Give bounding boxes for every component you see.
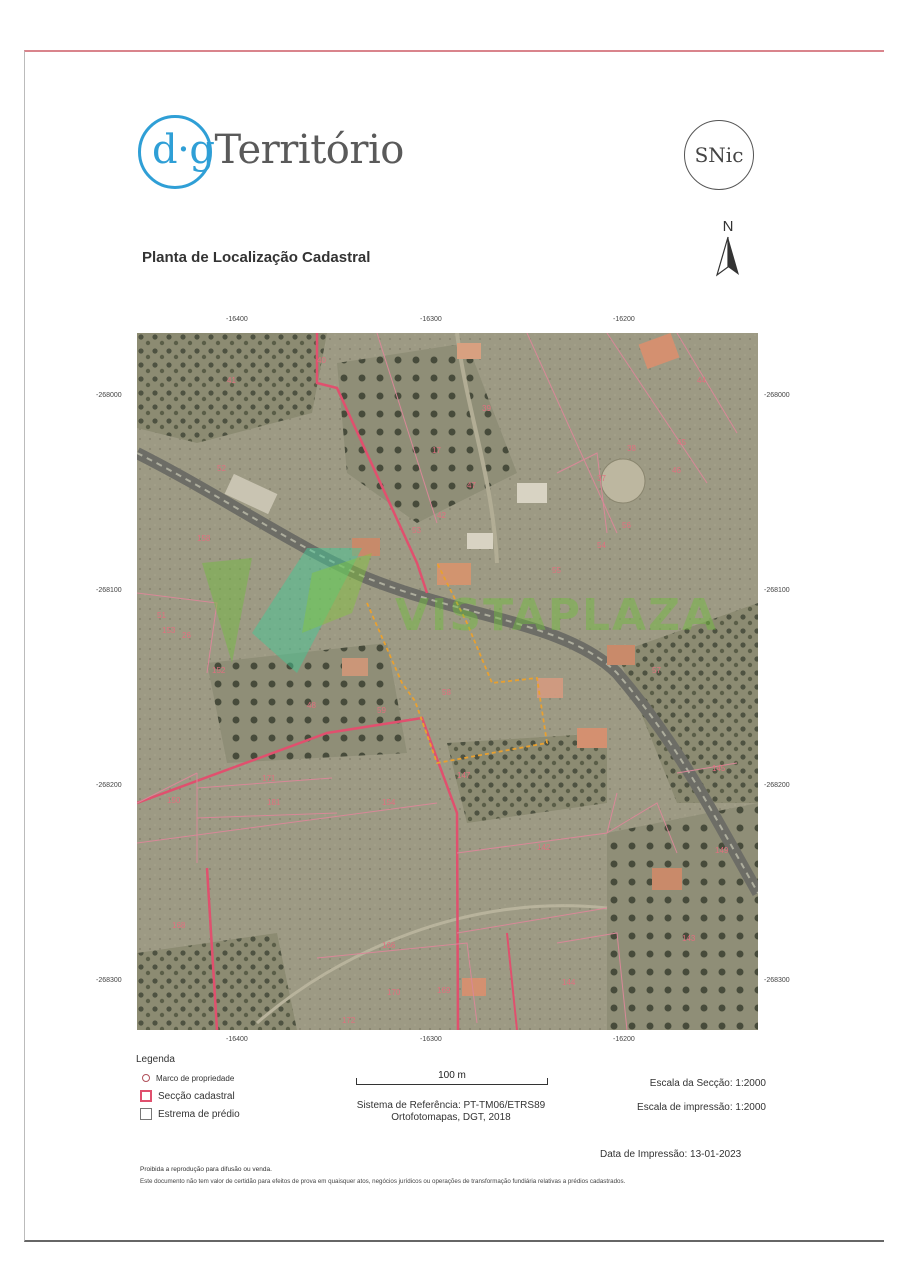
watermark-text: VISTAPLAZA [395, 590, 719, 641]
legend-item-estrema [136, 1105, 240, 1123]
parcel-number-label: 17 [432, 446, 441, 455]
parcel-number-label: 58 [442, 688, 451, 697]
parcel-number-label: 57 [652, 666, 661, 675]
print-date: Data de Impressão: 13-01-2023 [600, 1149, 742, 1160]
parcel-number-label: 37 [597, 474, 606, 483]
tick-bottom-1: -16400 [226, 1036, 248, 1043]
building [462, 978, 486, 996]
tick-left-1: -268000 [96, 392, 122, 399]
tick-bottom-3: -16200 [613, 1036, 635, 1043]
parcel-number-label: 142 [537, 843, 551, 852]
parcel-number-label: 51 [157, 611, 166, 620]
parcel-number-label: 44 [697, 376, 706, 385]
parcel-number-label: 38 [627, 444, 636, 453]
cadastral-section-swatch [140, 1090, 152, 1102]
tick-bottom-2: -16300 [420, 1036, 442, 1043]
building [342, 658, 368, 676]
building [517, 483, 547, 503]
parcel-number-label: 153 [162, 626, 176, 635]
tick-top-3: -16200 [613, 316, 635, 323]
parcel-number-label: 48 [307, 701, 316, 710]
legend-item-label: Marco de propriedade [156, 1073, 235, 1083]
property-marker-icon [142, 1074, 150, 1082]
parcel-number-label: 181 [267, 798, 281, 807]
logo-prefix: d·g [152, 127, 215, 173]
tick-right-3: -268200 [764, 782, 790, 789]
legend-item-seccao [136, 1087, 240, 1105]
tick-top-2: -16300 [420, 316, 442, 323]
footer-legal-notice: Este documento não tem valor de certidão para efeitos de prova em quaisquer atos, negócios jurídicos ou operações de transformação fundiária relativas a prédios cadastrados. [140, 1178, 626, 1185]
building-boundary-swatch [140, 1108, 152, 1120]
parcel-number-label: 171 [262, 774, 276, 783]
parcel-number-label: 59 [377, 706, 386, 715]
legend [136, 1054, 240, 1123]
parcel-number-label: 154 [382, 798, 396, 807]
parcel-number-label: 55 [552, 566, 561, 575]
logo-main: Território [214, 127, 404, 173]
tick-right-1: -268000 [764, 392, 790, 399]
parcel-number-label: 41 [227, 376, 236, 385]
parcel-number-label: 42 [437, 511, 446, 520]
scale-bar [356, 1072, 548, 1088]
parcel-number-label: 169 [437, 986, 451, 995]
tick-top-1: -16400 [226, 316, 248, 323]
building [607, 645, 635, 665]
scale-info [612, 1078, 766, 1126]
parcel-number-label: 147 [457, 771, 471, 780]
tick-right-4: -268300 [764, 977, 790, 984]
north-arrow-icon [714, 235, 742, 279]
north-label: N [722, 218, 734, 235]
tick-left-3: -268200 [96, 782, 122, 789]
parcel-number-label: 39 [482, 404, 491, 413]
parcel-number-label: 172 [342, 1016, 356, 1025]
parcel-number-label: 52 [217, 464, 226, 473]
parcel-number-label: 54 [597, 541, 606, 550]
parcel-number-label: 170 [387, 988, 401, 997]
circular-clearing [601, 459, 645, 503]
parcel-number-label: 56 [622, 521, 631, 530]
section-scale: Escala da Secção: 1:2000 [649, 1078, 766, 1089]
parcel-number-label: 168 [172, 921, 186, 930]
parcel-number-label: 152 [212, 666, 226, 675]
vegetation-zone [607, 803, 758, 1030]
page-title: Planta de Localização Cadastral [142, 249, 371, 266]
legend-item-label: Secção cadastral [158, 1090, 235, 1102]
scale-bar-label: 100 m [438, 1070, 466, 1081]
building [537, 678, 563, 698]
building [577, 728, 607, 748]
snic-logo: SNic [684, 120, 754, 190]
legend-title: Legenda [136, 1054, 175, 1065]
parcel-number-label: 150 [167, 796, 181, 805]
tick-left-4: -268300 [96, 977, 122, 984]
parcel-number-label: 53 [412, 526, 421, 535]
orthophoto-source-line: Ortofotomapas, DGT, 2018 [391, 1112, 511, 1123]
parcel-number-label: 166 [382, 941, 396, 950]
parcel-number-label: 40 [317, 356, 326, 365]
building [457, 343, 481, 359]
legend-item-label: Estrema de prédio [158, 1108, 240, 1120]
reference-system-line: Sistema de Referência: PT-TM06/ETRS89 [356, 1100, 546, 1111]
north-arrow [714, 218, 742, 284]
building [652, 868, 682, 890]
parcel-number-label: 47 [467, 481, 476, 490]
tick-left-2: -268100 [96, 587, 122, 594]
building [467, 533, 493, 549]
parcel-number-label: 149 [715, 846, 729, 855]
parcel-number-label: 26 [182, 631, 191, 640]
footer-reproduction-notice: Proibida a reprodução para difusão ou venda. [140, 1166, 272, 1173]
tick-right-2: -268100 [764, 587, 790, 594]
parcel-number-label: 145 [712, 764, 726, 773]
print-scale: Escala de impressão: 1:2000 [637, 1102, 766, 1113]
parcel-number-label: 45 [677, 438, 686, 447]
parcel-number-label: 144 [562, 978, 576, 987]
legend-item-marco [136, 1069, 240, 1087]
reference-system [346, 1100, 556, 1124]
parcel-number-label: 46 [672, 466, 681, 475]
cadastral-map[interactable] [137, 333, 758, 1030]
parcel-number-label: 158 [197, 534, 211, 543]
parcel-number-label: 143 [682, 934, 696, 943]
dgterritorio-logo [138, 115, 404, 193]
aerial-map-svg [137, 333, 758, 1030]
